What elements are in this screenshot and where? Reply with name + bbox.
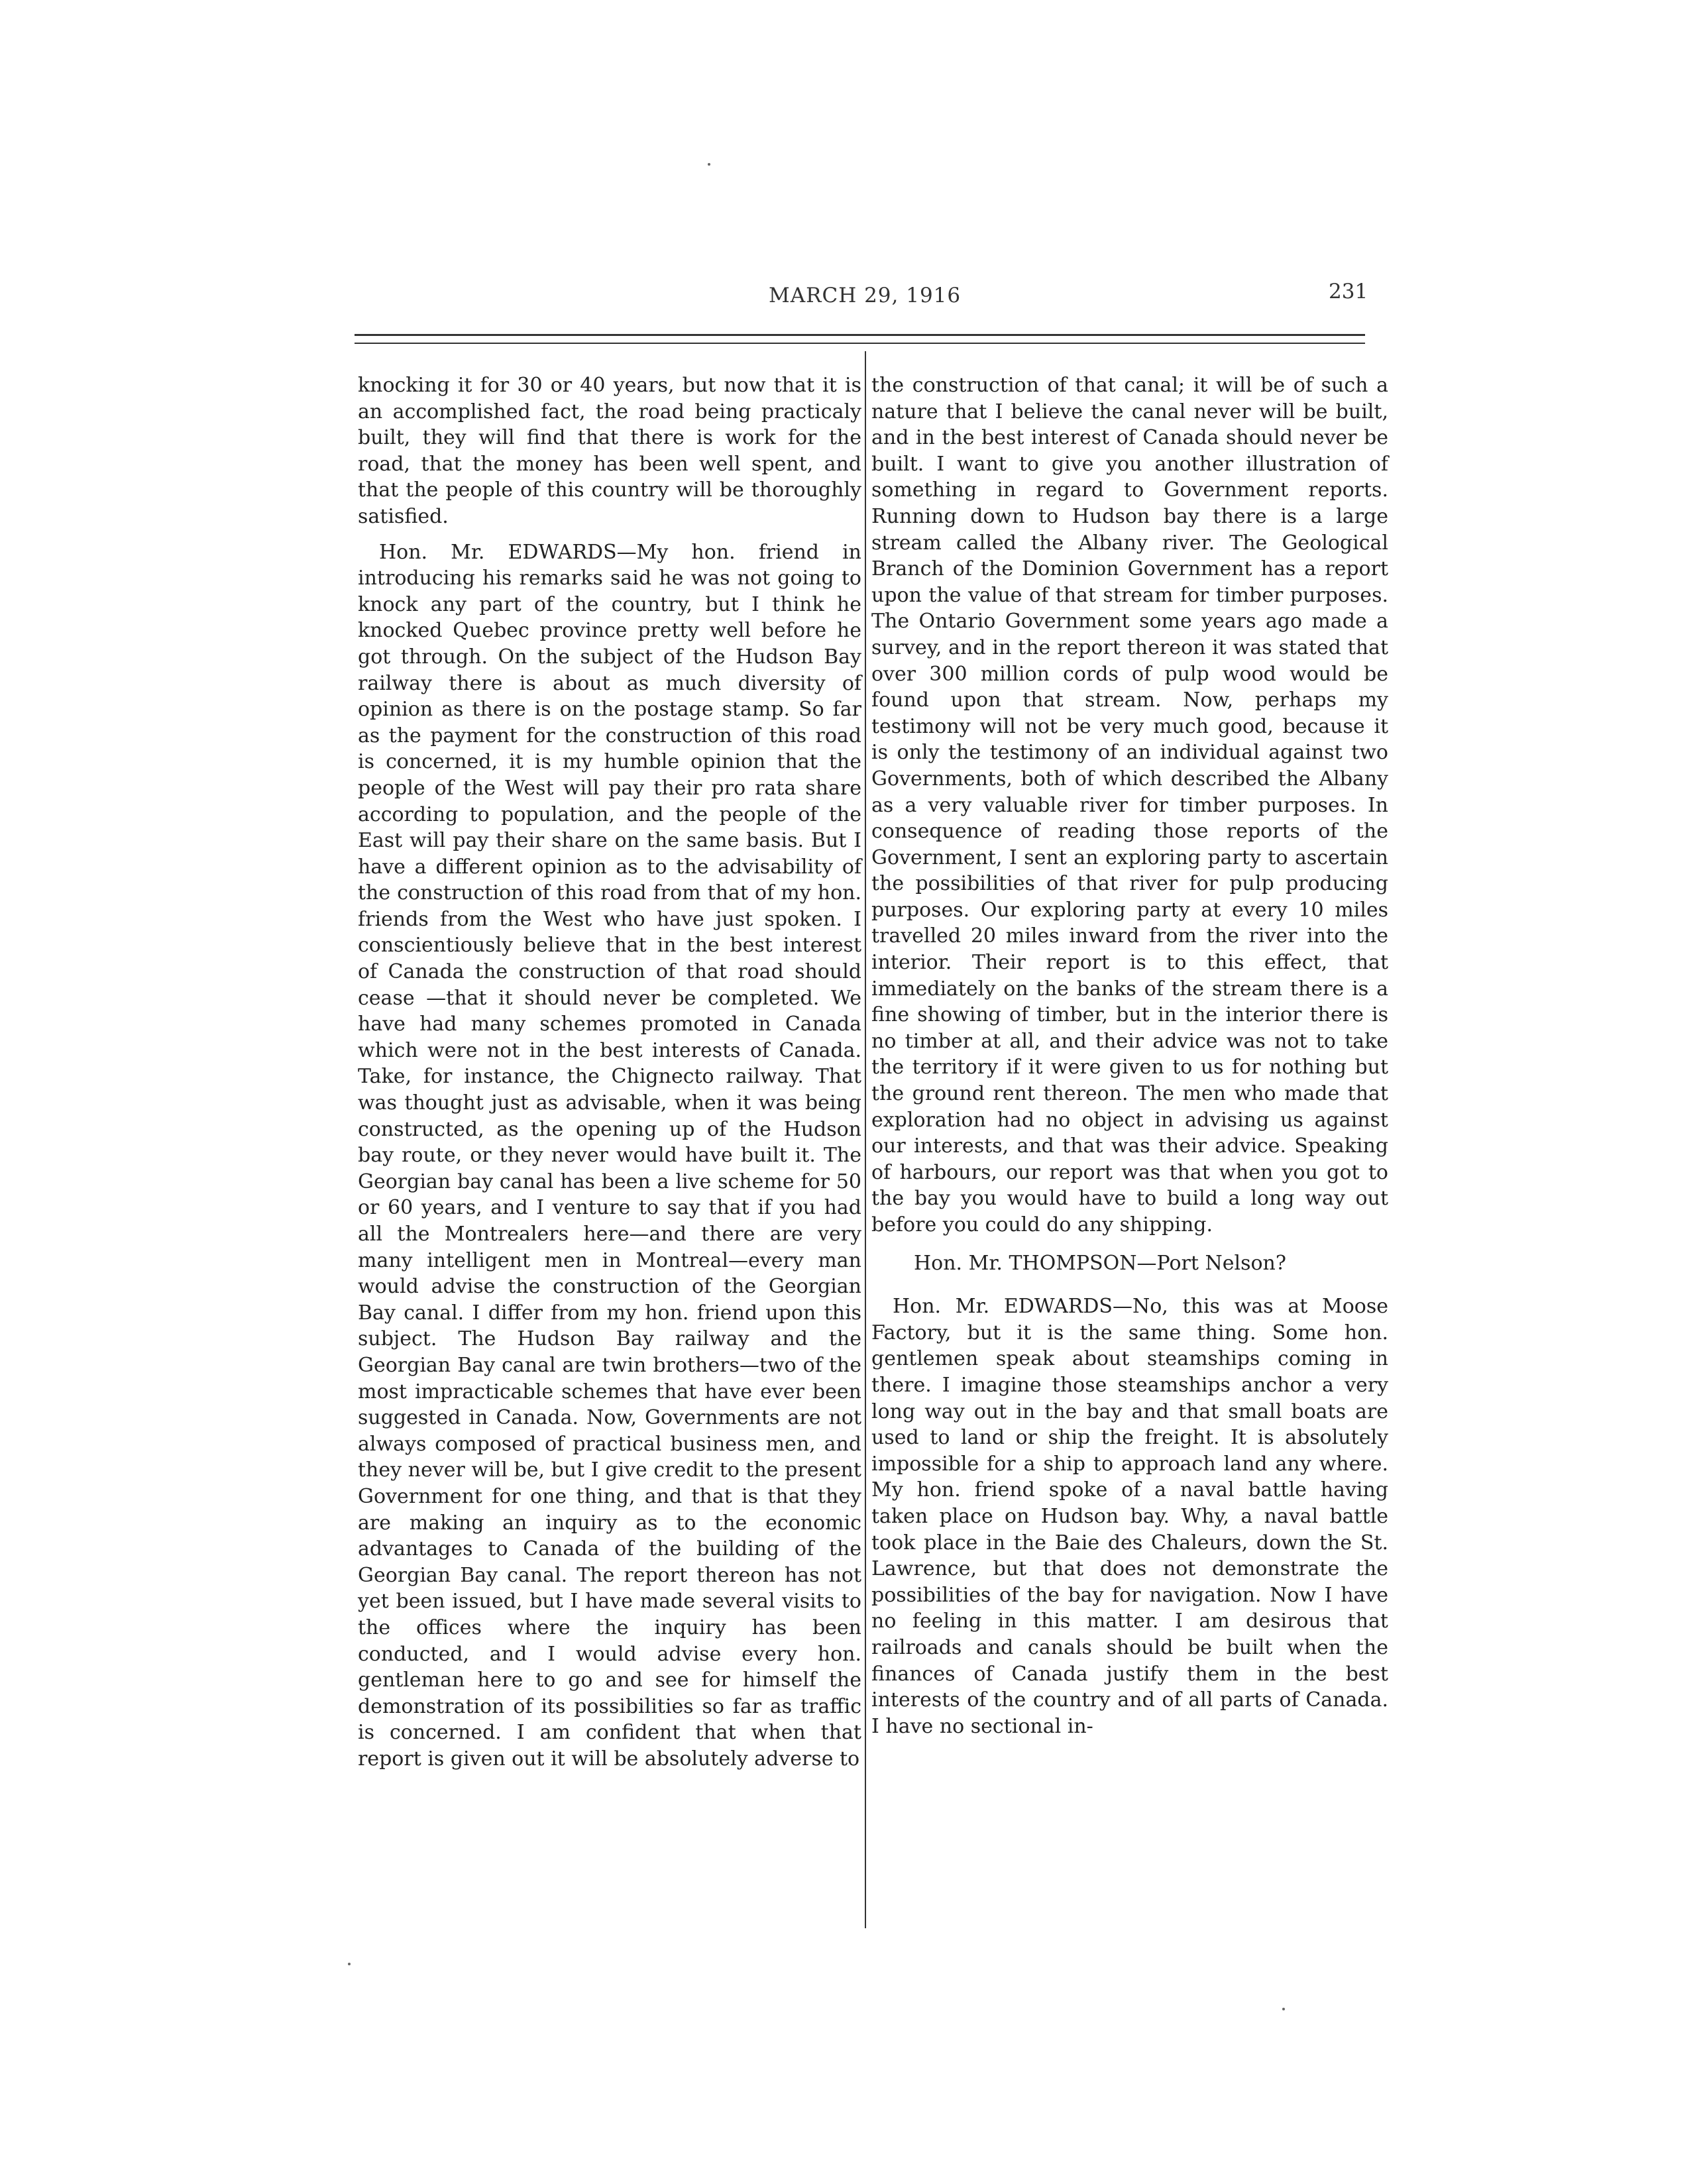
scan-speck — [708, 163, 710, 166]
paragraph: Hon. Mr. THOMPSON—Port Nelson? — [914, 1251, 1286, 1275]
left-column — [358, 372, 861, 1781]
paragraph: knocking it for 30 or 40 years, but now that it is an accomplished fact, the road being practicaly built, they will find that there is work for the road, that the money has been well spent, and that the people of this country will be thoroughly satisfied. — [358, 374, 861, 528]
scan-speck — [348, 1963, 351, 1965]
page-number: 231 — [1329, 280, 1368, 303]
header-rule-top — [355, 334, 1365, 336]
header-rule-bottom — [355, 343, 1365, 344]
paragraph: Hon. Mr. EDWARDS—My hon. friend in introducing his remarks said he was not going to knock any part of the country, but I think he knocked Quebec province pretty well before he got through. On the subject of the Hudson Bay railway there is about as much diversity of opinion as there is on the postage stamp. So far as the payment for the construction of this road is concerned, it is my humble opinion that the people of the West will pay their pro rata share according to population, and the people of the East will pay their share on the same basis. But I have a different opinion as to the advisability of the construction of this road from that of my hon. friends from the West who have just spoken. I conscientiously believe that in the best interest of Canada the construction of that road should cease —that it should never be completed. We have had many schemes promoted in Canada which were not in the best interests of Canada. Take, for instance, the Chignecto railway. That was thought just as advisable, when it was being constructed, as the opening up of the Hudson bay route, or they never would have built it. The Georgian bay canal has been a live scheme for 50 or 60 years, and I venture to say that if you had all the Montrealers here—and there are very many intelligent men in Montreal—every man would advise the construction of the Georgian Bay canal. I differ from my hon. friend upon this subject. The Hudson Bay railway and the Georgian Bay canal are twin brothers—two of the most impracticable schemes that have ever been suggested in Canada. Now, Governments are not always composed of practical business men, and they never will be, but I give credit to the present Government for one thing, and that is that they are making an inquiry as to the economic advantages to Canada of the building of the Georgian Bay canal. The report thereon has not yet been issued, but I have made several visits to the offices where the inquiry has been conducted, and I would advise every hon. gentleman here to go and see for himself the demonstration of its possibilities so far as traffic is concerned. I am confident that when that report is given out it will be absolutely adverse to — [358, 540, 861, 1771]
column-divider — [865, 351, 866, 1928]
scan-speck — [1282, 2008, 1285, 2010]
paragraph: Hon. Mr. EDWARDS—No, this was at Moose Factory, but it is the same thing. Some hon. gentlemen speak about steamships coming in there. I imagine those steamships anchor a very long way out in the bay and that small boats are used to land or ship the freight. It is absolutely impossible for a ship to approach land any where. My hon. friend spoke of a naval battle having taken place on Hudson bay. Why, a naval battle took place in the Baie des Chaleurs, down the St. Lawrence, but that does not demonstrate the possibilities of the bay for navigation. Now I have no feeling in this matter. I am desirous that railroads and canals should be built when the finances of Canada justify them in the best interests of the country and of all parts of Canada. I have no sectional in- — [871, 1295, 1388, 1738]
header-date: MARCH 29, 1916 — [769, 284, 962, 307]
right-column — [871, 372, 1388, 1749]
paragraph: the construction of that canal; it will be of such a nature that I believe the canal never will be built, and in the best interest of Canada should never be built. I want to give you another illustration of something in regard to Government reports. Running down to Hudson bay there is a large stream called the Albany river. The Geological Branch of the Dominion Government has a report upon the value of that stream for timber purposes. The Ontario Government some years ago made a survey, and in the report thereon it was stated that over 300 million cords of pulp wood would be found upon that stream. Now, perhaps my testimony will not be very much good, because it is only the testimony of an individual against two Governments, both of which described the Albany as a very valuable river for timber purposes. In consequence of reading those reports of the Government, I sent an exploring party to ascertain the possibilities of that river for pulp producing purposes. Our exploring party at every 10 miles travelled 20 miles inward from the river into the interior. Their report is to this effect, that immediately on the banks of the stream there is a fine showing of timber, but in the interior there is no timber at all, and their advice was not to take the territory if it were given to us for nothing but the ground rent thereon. The men who made that exploration had no object in advising us against our interests, and that was their advice. Speaking of harbours, our report was that when you got to the bay you would have to build a long way out before you could do any shipping. — [871, 374, 1388, 1236]
